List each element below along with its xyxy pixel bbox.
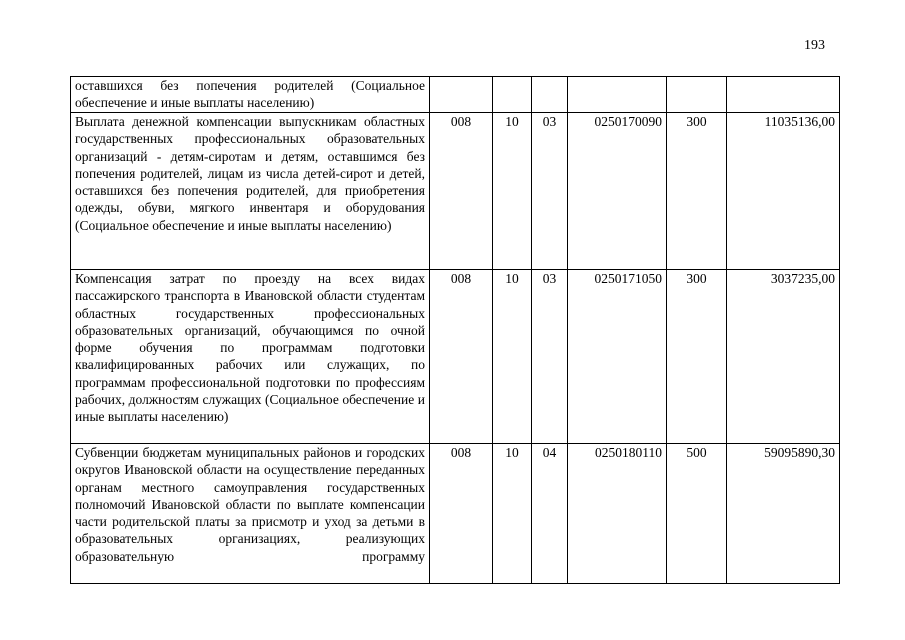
ministry-code: 008	[430, 113, 493, 270]
subsection-code	[532, 77, 568, 113]
row-description: Субвенции бюджетам муниципальных районов и городских округов Ивановской области на осуществление переданных органам местного самоуправления государственных полномочий Ивановской области по выплате компенсации части родительской платы за присмотр и уход за детьми в образовательных организациях, реализующих образовательную программу	[71, 444, 430, 584]
expense-type-code	[667, 77, 727, 113]
amount-value: 11035136,00	[727, 113, 840, 270]
table-row	[71, 444, 840, 584]
ministry-code: 008	[430, 444, 493, 584]
subsection-code: 03	[532, 270, 568, 444]
subsection-code: 03	[532, 113, 568, 270]
subsection-code: 04	[532, 444, 568, 584]
table-row	[71, 113, 840, 270]
section-code	[493, 77, 532, 113]
amount-value: 59095890,30	[727, 444, 840, 584]
section-code: 10	[493, 113, 532, 270]
page-number: 193	[804, 38, 825, 53]
target-article-code	[568, 77, 667, 113]
ministry-code: 008	[430, 270, 493, 444]
table-row	[71, 270, 840, 444]
table-row	[71, 77, 840, 113]
row-description: Выплата денежной компенсации выпускникам областных государственных профессиональных образовательных организаций - детям-сиротам и детям, оставшимся без попечения родителей, лицам из числа детей-сирот и детей, оставшихся без попечения родителей, для приобретения одежды, обуви, мягкого инвентаря и оборудования (Социальное обеспечение и иные выплаты населению)	[71, 113, 430, 270]
section-code: 10	[493, 270, 532, 444]
amount-value: 3037235,00	[727, 270, 840, 444]
target-article-code: 0250180110	[568, 444, 667, 584]
expense-type-code: 300	[667, 270, 727, 444]
section-code: 10	[493, 444, 532, 584]
target-article-code: 0250171050	[568, 270, 667, 444]
expense-type-code: 300	[667, 113, 727, 270]
row-description: оставшихся без попечения родителей (Социальное обеспечение и иные выплаты населению)	[71, 77, 430, 113]
amount-value	[727, 77, 840, 113]
target-article-code: 0250170090	[568, 113, 667, 270]
expense-type-code: 500	[667, 444, 727, 584]
budget-table	[70, 76, 840, 584]
row-description: Компенсация затрат по проезду на всех видах пассажирского транспорта в Ивановской области студентам областных государственных профессиональных образовательных организаций, обучающимся по очной форме обучения по программам подготовки квалифицированных рабочих или служащих, по программам профессиональной подготовки по профессиям рабочих, должностям служащих (Социальное обеспечение и иные выплаты населению)	[71, 270, 430, 444]
ministry-code	[430, 77, 493, 113]
